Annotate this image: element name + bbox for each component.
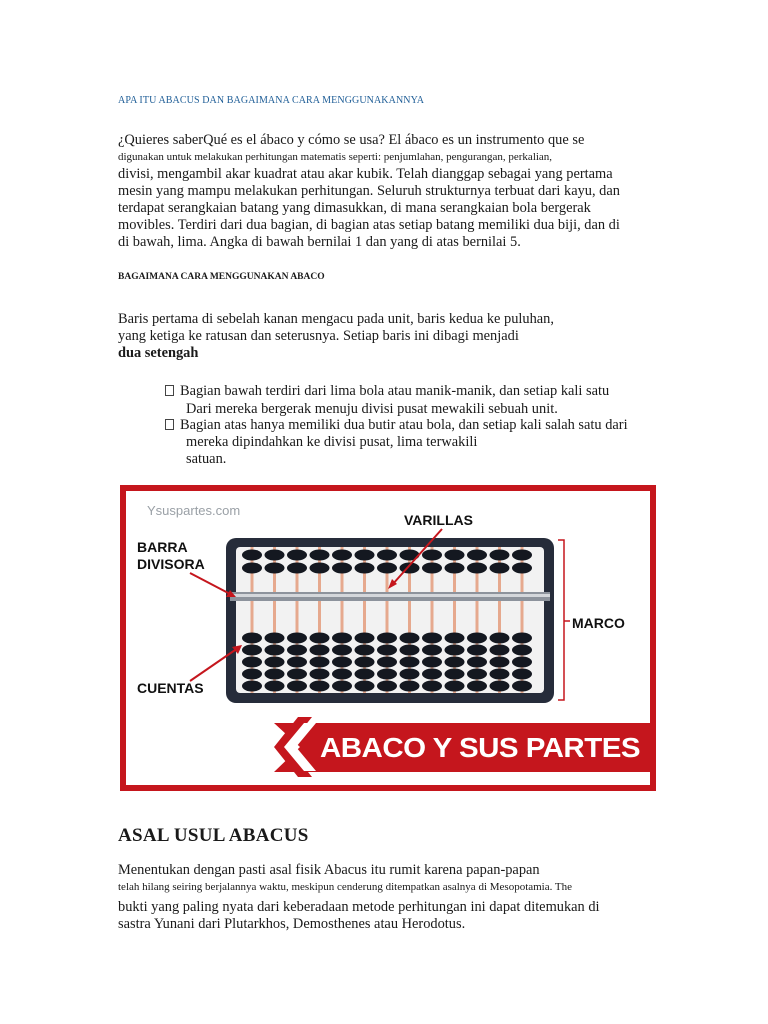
abacus-bead: [400, 669, 420, 680]
abacus-bead: [377, 563, 397, 574]
abacus-bead: [377, 645, 397, 656]
abacus-bead: [467, 550, 487, 561]
abacus-bead: [377, 550, 397, 561]
abacus-bead: [445, 681, 465, 692]
abacus-bead: [445, 645, 465, 656]
abacus-bead: [332, 657, 352, 668]
abacus-bead: [242, 550, 262, 561]
abacus-bead: [265, 550, 285, 561]
abacus-diagram: [120, 485, 656, 791]
abacus-bead: [400, 657, 420, 668]
abacus-bead: [355, 681, 375, 692]
bullet-1-line-1: Bagian bawah terdiri dari lima bola atau manik-manik, dan setiap kali satu: [165, 383, 609, 401]
abacus-bead: [490, 681, 510, 692]
page-title-link[interactable]: APA ITU ABACUS DAN BAGAIMANA CARA MENGGUNAKANNYA: [118, 95, 425, 106]
abacus-bead: [400, 645, 420, 656]
banner-title: ABACO Y SUS PARTES: [320, 732, 640, 763]
abacus-bead: [310, 633, 330, 644]
abacus-bead: [287, 681, 307, 692]
section-heading: ASAL USUL ABACUS: [118, 825, 309, 846]
abacus-bead: [467, 669, 487, 680]
abacus-figure: [120, 485, 656, 791]
abacus-bead: [242, 633, 262, 644]
abacus-bead: [422, 645, 442, 656]
abacus-bead: [467, 633, 487, 644]
bullet-2-line-3: satuan.: [186, 451, 227, 467]
abacus-bead: [265, 681, 285, 692]
abacus-bead: [355, 645, 375, 656]
abacus-bead: [512, 669, 532, 680]
abacus-bead: [242, 657, 262, 668]
abacus-bead: [422, 550, 442, 561]
abacus-bead: [332, 550, 352, 561]
abacus-bead: [490, 645, 510, 656]
abacus-bead: [512, 550, 532, 561]
abacus-bead: [265, 669, 285, 680]
bullet-box-icon: [165, 385, 174, 396]
intro-line-2: digunakan untuk melakukan perhitungan matematis seperti: penjumlahan, pengurangan, perkalian,: [118, 151, 553, 163]
intro-line-5: terdapat serangkaian batang yang dimasukkan, di mana serangkaian bola bergerak: [118, 200, 591, 216]
abacus-bead: [490, 633, 510, 644]
abacus-bead: [512, 563, 532, 574]
abacus-bead: [377, 633, 397, 644]
abacus-bead: [332, 563, 352, 574]
divider-bar-highlight: [230, 594, 550, 597]
label-varillas: VARILLAS: [404, 512, 473, 528]
abacus-bead: [310, 550, 330, 561]
abacus-bead: [242, 681, 262, 692]
label-marco: MARCO: [572, 615, 625, 631]
abacus-bead: [287, 657, 307, 668]
abacus-bead: [467, 657, 487, 668]
abacus-bead: [422, 633, 442, 644]
origin-line-4: sastra Yunani dari Plutarkhos, Demosthenes atau Herodotus.: [118, 916, 466, 932]
watermark-text: Ysuspartes.com: [147, 503, 241, 518]
label-cuentas: CUENTAS: [137, 680, 204, 696]
abacus-bead: [377, 669, 397, 680]
abacus-bead: [512, 645, 532, 656]
abacus-bead: [512, 681, 532, 692]
abacus-bead: [287, 645, 307, 656]
intro-line-6: movibles. Terdiri dari dua bagian, di bagian atas setiap batang memiliki dua biji, dan di: [118, 217, 620, 233]
origin-line-3: bukti yang paling nyata dari keberadaan metode perhitungan ini dapat ditemukan di: [118, 899, 600, 915]
abacus-bead: [310, 657, 330, 668]
abacus-bead: [467, 563, 487, 574]
abacus-bead: [422, 681, 442, 692]
abacus-bead: [445, 550, 465, 561]
abacus-bead: [467, 645, 487, 656]
abacus-bead: [310, 681, 330, 692]
abacus-bead: [490, 550, 510, 561]
abacus-bead: [422, 669, 442, 680]
abacus-bead: [355, 669, 375, 680]
abacus-bead: [512, 633, 532, 644]
abacus-bead: [287, 563, 307, 574]
subheading: BAGAIMANA CARA MENGGUNAKAN ABACO: [118, 272, 325, 282]
intro-line-4: mesin yang mampu melakukan perhitungan. Seluruh strukturnya terbuat dari kayu, dan: [118, 183, 620, 199]
abacus-bead: [400, 681, 420, 692]
intro-line-3: divisi, mengambil akar kuadrat atau akar kubik. Telah dianggap sebagai yang pertama: [118, 166, 613, 182]
abacus-bead: [445, 657, 465, 668]
abacus-bead: [287, 633, 307, 644]
abacus-bead: [332, 645, 352, 656]
abacus-bead: [332, 681, 352, 692]
abacus-bead: [445, 669, 465, 680]
abacus-bead: [287, 550, 307, 561]
rows-bold: dua setengah: [118, 345, 199, 361]
label-barra: BARRA: [137, 539, 188, 555]
abacus-bead: [400, 633, 420, 644]
abacus-bead: [287, 669, 307, 680]
abacus-bead: [242, 645, 262, 656]
bullet-box-icon: [165, 419, 174, 430]
origin-line-1: Menentukan dengan pasti asal fisik Abacus itu rumit karena papan-papan: [118, 862, 540, 878]
abacus-bead: [310, 563, 330, 574]
abacus-bead: [355, 633, 375, 644]
abacus-bead: [332, 633, 352, 644]
abacus-bead: [422, 563, 442, 574]
bullet-2-line-2: mereka dipindahkan ke divisi pusat, lima terwakili: [186, 434, 478, 450]
abacus-bead: [355, 657, 375, 668]
abacus-bead: [467, 681, 487, 692]
abacus-bead: [355, 550, 375, 561]
abacus-bead: [490, 657, 510, 668]
rows-line-1: Baris pertama di sebelah kanan mengacu pada unit, baris kedua ke puluhan,: [118, 311, 554, 327]
abacus-bead: [512, 657, 532, 668]
bullet-2-line-1: Bagian atas hanya memiliki dua butir atau bola, dan setiap kali salah satu dari: [165, 417, 628, 435]
intro-line-1: ¿Quieres saberQué es el ábaco y cómo se usa? El ábaco es un instrumento que se: [118, 132, 585, 148]
abacus-bead: [490, 669, 510, 680]
abacus-bead: [265, 645, 285, 656]
intro-line-7: di bawah, lima. Angka di bawah bernilai 1 dan yang di atas bernilai 5.: [118, 234, 521, 250]
abacus-bead: [265, 633, 285, 644]
rows-line-2: yang ketiga ke ratusan dan seterusnya. Setiap baris ini dibagi menjadi: [118, 328, 519, 344]
abacus-bead: [332, 669, 352, 680]
abacus-bead: [445, 563, 465, 574]
abacus-bead: [265, 657, 285, 668]
label-divisora: DIVISORA: [137, 556, 205, 572]
abacus-bead: [310, 645, 330, 656]
abacus-bead: [422, 657, 442, 668]
abacus-bead: [377, 657, 397, 668]
abacus-bead: [265, 563, 285, 574]
abacus-bead: [445, 633, 465, 644]
abacus-bead: [355, 563, 375, 574]
origin-line-2: telah hilang seiring berjalannya waktu, meskipun cenderung ditempatkan asalnya di Mesopotamia. The: [118, 881, 573, 893]
abacus-bead: [310, 669, 330, 680]
abacus-bead: [490, 563, 510, 574]
abacus-bead: [242, 563, 262, 574]
abacus-bead: [242, 669, 262, 680]
bullet-1-line-2: Dari mereka bergerak menuju divisi pusat mewakili sebuah unit.: [186, 401, 558, 417]
abacus-bead: [377, 681, 397, 692]
